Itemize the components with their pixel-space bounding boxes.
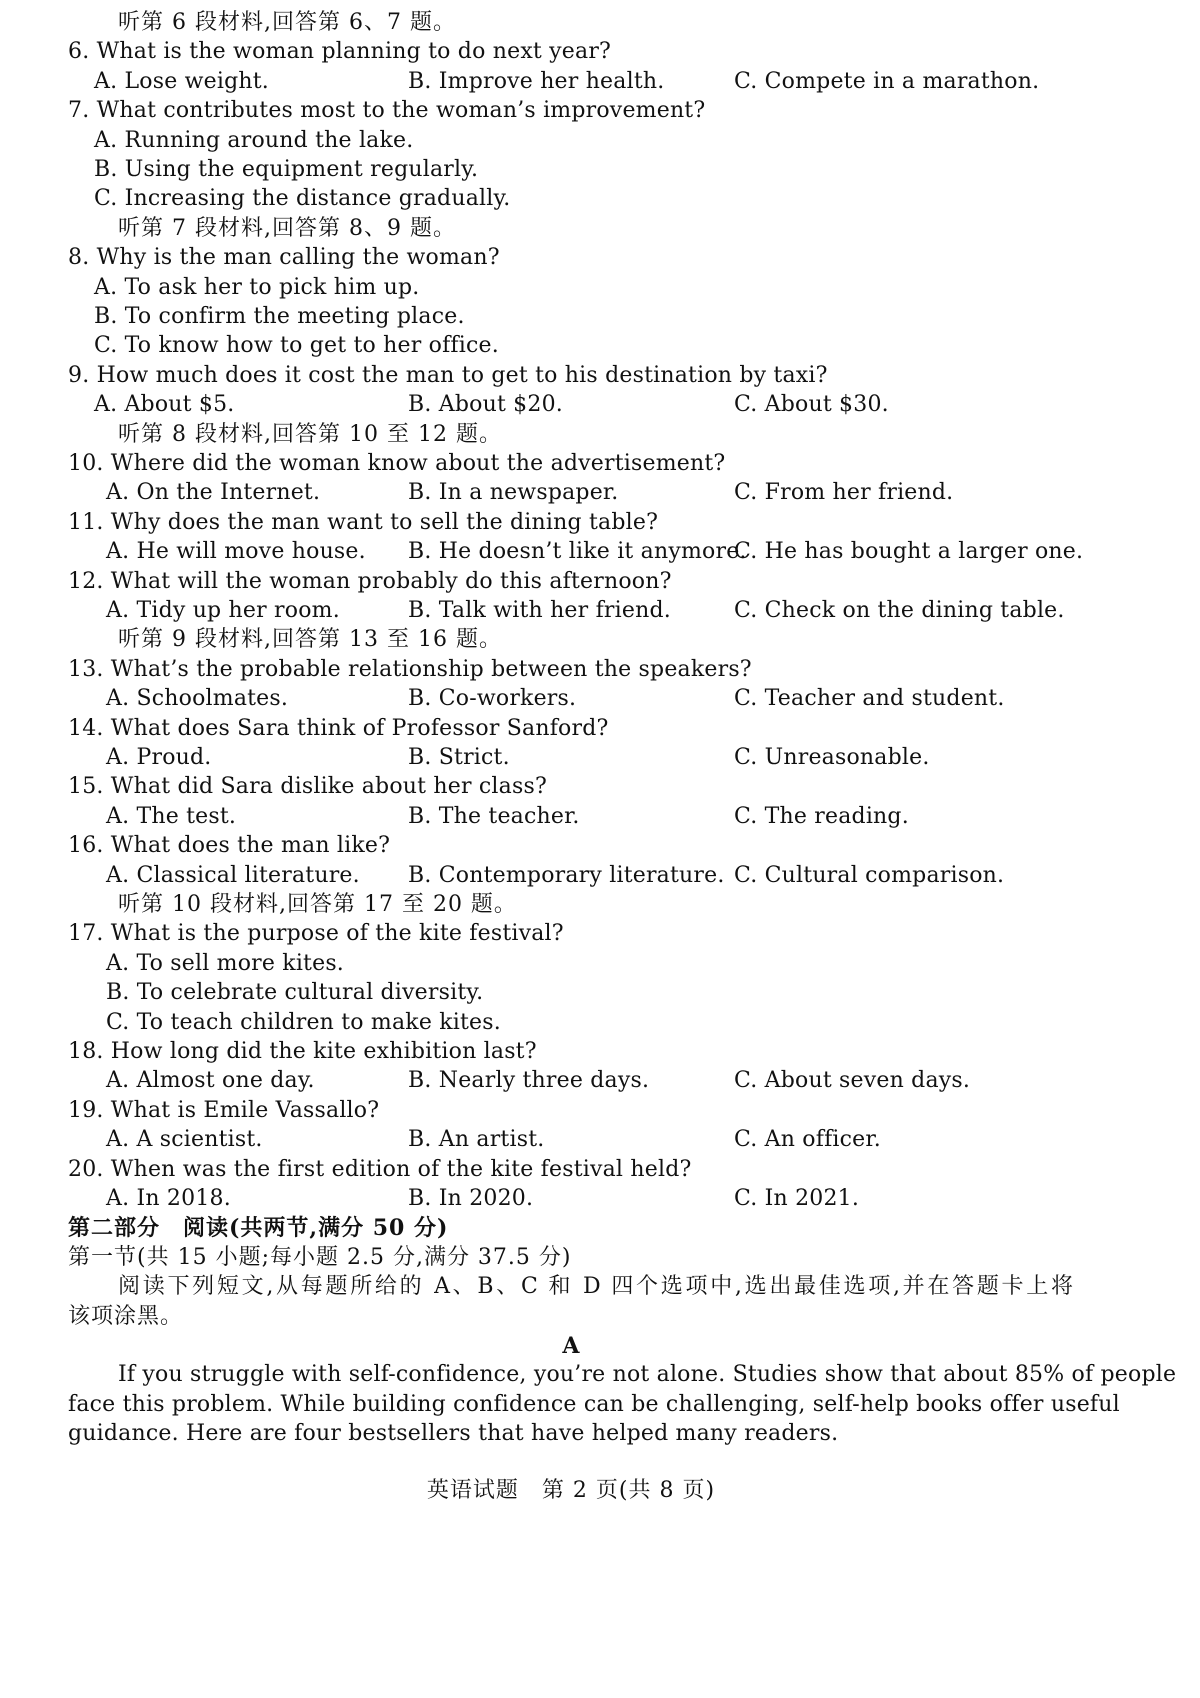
answer-option: A. The test. xyxy=(106,803,237,829)
question-stem: 11. Why does the man want to sell the dining table? xyxy=(68,509,659,535)
answer-option: B. He doesn’t like it anymore. xyxy=(408,539,747,565)
question-stem: 17. What is the purpose of the kite festival? xyxy=(68,921,564,947)
passage-line: guidance. Here are four bestsellers that have helped many readers. xyxy=(68,1421,839,1447)
passage-line: face this problem. While building confidence can be challenging, self-help books offer useful xyxy=(68,1391,1120,1417)
answer-option: C. About seven days. xyxy=(734,1068,971,1094)
question-stem: 12. What will the woman probably do this afternoon? xyxy=(68,568,672,594)
answer-option: C. In 2021. xyxy=(734,1186,860,1211)
answer-option: A. Almost one day. xyxy=(106,1068,315,1094)
answer-option: B. Nearly three days. xyxy=(408,1068,650,1094)
question-stem: 8. Why is the man calling the woman? xyxy=(68,245,500,271)
question-stem: 10. Where did the woman know about the advertisement? xyxy=(68,451,726,476)
answer-option: C. From her friend. xyxy=(734,480,954,506)
answer-option: B. To confirm the meeting place. xyxy=(94,304,465,329)
answer-option: A. A scientist. xyxy=(106,1127,263,1153)
question-stem: 20. When was the first edition of the kite festival held? xyxy=(68,1156,692,1182)
question-stem: 18. How long did the kite exhibition last? xyxy=(68,1039,537,1064)
question-stem: 15. What did Sara dislike about her class? xyxy=(68,774,547,800)
answer-option: A. On the Internet. xyxy=(106,480,321,506)
answer-option: B. Co-workers. xyxy=(408,686,577,712)
answer-option: C. Unreasonable. xyxy=(734,745,930,770)
answer-option: B. The teacher. xyxy=(408,803,580,829)
answer-option: C. Cultural comparison. xyxy=(734,862,1005,888)
section-header: 听第 7 段材料,回答第 8、9 题。 xyxy=(118,215,456,241)
answer-option: C. Check on the dining table. xyxy=(734,598,1065,623)
answer-option: A. Running around the lake. xyxy=(94,127,414,153)
question-stem: 16. What does the man like? xyxy=(68,833,391,859)
answer-option: C. About $30. xyxy=(734,392,889,418)
answer-option: A. About $5. xyxy=(94,392,235,418)
passage-line: If you struggle with self-confidence, you’re not alone. Studies show that about 85% of people xyxy=(118,1362,1177,1388)
passage-label: A xyxy=(562,1333,580,1359)
answer-option: C. He has bought a larger one. xyxy=(734,539,1084,565)
answer-option: A. Schoolmates. xyxy=(106,686,289,712)
answer-option: C. To know how to get to her office. xyxy=(94,333,499,359)
answer-option: A. To sell more kites. xyxy=(106,950,344,976)
section-header: 听第 9 段材料,回答第 13 至 16 题。 xyxy=(118,627,502,653)
answer-option: C. The reading. xyxy=(734,803,909,829)
answer-option: A. Proud. xyxy=(106,745,212,770)
answer-option: C. An officer. xyxy=(734,1127,881,1153)
instruction-line: 阅读下列短文,从每题所给的 A、B、C 和 D 四个选项中,选出最佳选项,并在答题卡上将 xyxy=(118,1274,1074,1300)
question-stem: 14. What does Sara think of Professor Sanford? xyxy=(68,715,609,741)
answer-option: C. To teach children to make kites. xyxy=(106,1009,501,1035)
answer-option: B. Talk with her friend. xyxy=(408,598,671,623)
answer-option: B. In a newspaper. xyxy=(408,480,619,506)
answer-option: A. Tidy up her room. xyxy=(106,598,340,623)
answer-option: B. In 2020. xyxy=(408,1186,534,1211)
answer-option: A. Lose weight. xyxy=(94,68,270,94)
answer-option: A. In 2018. xyxy=(106,1186,231,1211)
answer-option: B. Improve her health. xyxy=(408,68,665,94)
question-stem: 9. How much does it cost the man to get to his destination by taxi? xyxy=(68,362,828,388)
answer-option: B. To celebrate cultural diversity. xyxy=(106,980,484,1006)
section-title: 第一节(共 15 小题;每小题 2.5 分,满分 37.5 分) xyxy=(68,1244,572,1270)
section-header: 听第 10 段材料,回答第 17 至 20 题。 xyxy=(118,892,517,917)
question-stem: 19. What is Emile Vassallo? xyxy=(68,1097,380,1123)
answer-option: B. An artist. xyxy=(408,1127,545,1153)
part-title: 第二部分 阅读(共两节,满分 50 分) xyxy=(68,1215,449,1242)
answer-option: C. Increasing the distance gradually. xyxy=(94,186,511,212)
answer-option: C. Teacher and student. xyxy=(734,686,1005,712)
answer-option: A. He will move house. xyxy=(106,539,366,565)
answer-option: A. Classical literature. xyxy=(106,862,360,888)
answer-option: B. Using the equipment regularly. xyxy=(94,157,479,182)
question-stem: 7. What contributes most to the woman’s improvement? xyxy=(68,98,706,124)
instruction-line: 该项涂黑。 xyxy=(68,1303,184,1329)
answer-option: B. Contemporary literature. xyxy=(408,862,725,888)
answer-option: C. Compete in a marathon. xyxy=(734,68,1040,94)
section-header: 听第 6 段材料,回答第 6、7 题。 xyxy=(118,10,456,35)
page-footer: 英语试题 第 2 页(共 8 页) xyxy=(426,1478,716,1503)
answer-option: B. About $20. xyxy=(408,392,563,418)
section-header: 听第 8 段材料,回答第 10 至 12 题。 xyxy=(118,421,502,447)
question-stem: 13. What’s the probable relationship between the speakers? xyxy=(68,656,752,682)
answer-option: A. To ask her to pick him up. xyxy=(94,274,420,300)
answer-option: B. Strict. xyxy=(408,745,510,770)
question-stem: 6. What is the woman planning to do next year? xyxy=(68,39,612,65)
